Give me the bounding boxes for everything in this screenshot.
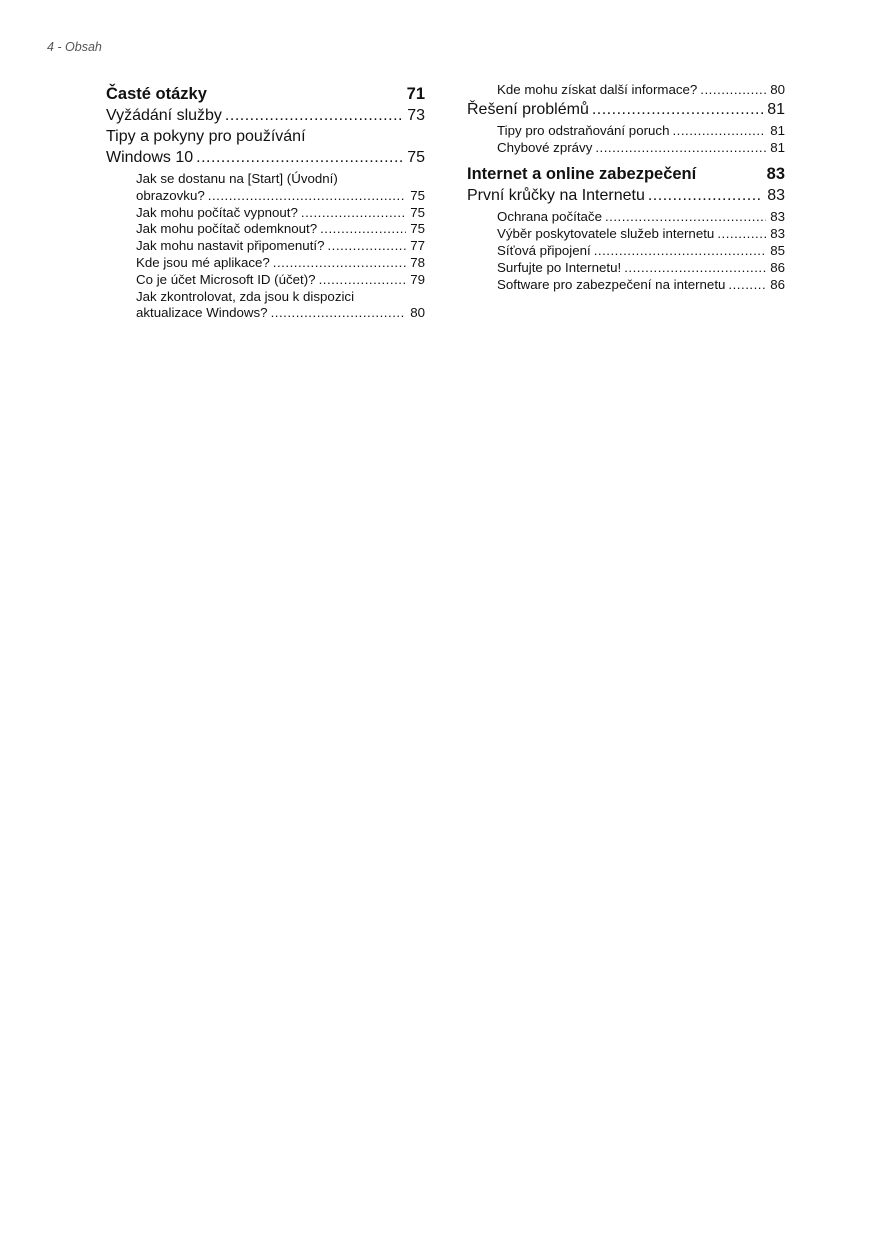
toc-subsection-ochrana-pocitace[interactable]: [467, 209, 785, 226]
toc-entry-title: aktualizace Windows?: [136, 305, 268, 321]
toc-section-line: Tipy a pokyny pro používání: [106, 128, 306, 145]
toc-page-number: 75: [410, 187, 425, 203]
toc-entry-title: Tipy pro odstraňování poruch: [497, 122, 670, 138]
toc-subsection-sitova-pripojeni[interactable]: [467, 243, 785, 260]
toc-subsection-tipy-poruchy[interactable]: [467, 123, 785, 140]
toc-page-number: 80: [770, 82, 785, 97]
toc-chapter-internet[interactable]: [467, 164, 785, 185]
toc-dot-leader: [208, 188, 406, 205]
toc-entry-title: Chybové zprávy: [497, 139, 593, 155]
toc-dot-leader: [594, 243, 767, 260]
toc-dot-leader: [717, 226, 766, 243]
toc-entry-title: Časté otázky: [106, 85, 207, 103]
toc-subsection-software-zabezpeceni[interactable]: [467, 277, 785, 294]
toc-entry-title: Kde jsou mé aplikace?: [136, 254, 270, 270]
toc-entry-title: Jak mohu počítač vypnout?: [136, 204, 298, 220]
toc-column-left: [106, 82, 425, 322]
toc-subsection-vypnout[interactable]: [106, 205, 425, 222]
toc-dot-leader: [196, 147, 403, 168]
toc-subsection-odemknout[interactable]: [106, 221, 425, 238]
toc-page-number: 81: [767, 100, 785, 118]
toc-page-number: 81: [770, 122, 785, 138]
toc-entry-title: Internet a online zabezpečení: [467, 165, 697, 184]
toc-entry-title: Jak mohu nastavit připomenutí?: [136, 238, 325, 254]
toc-page-number: 83: [767, 187, 785, 205]
toc-section-reseni-problemu[interactable]: [467, 99, 785, 120]
toc-dot-leader: [271, 305, 407, 322]
toc-entry-title: Kde mohu získat další informace?: [497, 82, 698, 97]
toc-page-number: 86: [770, 259, 785, 275]
toc-subsection-dalsi-informace[interactable]: [467, 82, 785, 99]
toc-section-prvni-krucky[interactable]: [467, 185, 785, 206]
toc-page-number: 77: [410, 238, 425, 254]
toc-dot-leader: [624, 260, 766, 277]
toc-subsection-start-screen[interactable]: [106, 188, 425, 205]
toc-section-windows-10[interactable]: [106, 147, 425, 168]
toc-chapter-caste-otazky[interactable]: [106, 84, 425, 105]
toc-subsection-surfujte[interactable]: [467, 260, 785, 277]
toc-dot-leader: [320, 221, 406, 238]
toc-entry-title: Vyžádání služby: [106, 107, 222, 124]
toc-entry-title: Ochrana počítače: [497, 209, 602, 225]
toc-page-number: 78: [410, 254, 425, 270]
toc-dot-leader: [728, 277, 766, 294]
toc-page-number: 75: [410, 204, 425, 220]
toc-subsection-poskytovatel[interactable]: [467, 226, 785, 243]
toc-dot-leader: [319, 272, 407, 289]
toc-subsection-pripomenuti[interactable]: [106, 238, 425, 255]
toc-entry-title: První krůčky na Internetu: [467, 187, 645, 205]
toc-page-number: 83: [766, 165, 785, 184]
toc-page-number: 73: [407, 107, 425, 124]
toc-page-number: 85: [770, 242, 785, 258]
toc-entry-title: obrazovku?: [136, 187, 205, 203]
toc-page-number: 71: [406, 85, 425, 103]
toc-page-number: 81: [770, 139, 785, 155]
toc-page-number: 75: [410, 221, 425, 237]
toc-entry-title: Windows 10: [106, 149, 194, 166]
toc-subsection-aktualizace[interactable]: [106, 305, 425, 322]
toc-entry-title: Surfujte po Internetu!: [497, 259, 622, 275]
toc-page-number: 80: [410, 305, 425, 321]
toc-entry-title: Řešení problémů: [467, 100, 589, 118]
toc-entry-title: Software pro zabezpečení na internetu: [497, 276, 726, 292]
toc-subsection-aplikace[interactable]: [106, 255, 425, 272]
toc-dot-leader: [648, 185, 763, 206]
toc-dot-leader: [327, 238, 406, 255]
toc-entry-title: Co je účet Microsoft ID (účet)?: [136, 271, 316, 287]
toc-subsection-line: Jak zkontrolovat, zda jsou k dispozici: [136, 288, 355, 304]
toc-page-number: 83: [770, 226, 785, 242]
toc-page-number: 83: [770, 209, 785, 225]
running-header: 4 - Obsah: [47, 40, 102, 54]
toc-entry-title: Síťová připojení: [497, 242, 591, 258]
toc-page-number: 79: [410, 271, 425, 287]
toc-page-number: 75: [407, 149, 425, 166]
toc-section-vyzadani-sluzby[interactable]: [106, 105, 425, 126]
toc-entry-title: Výběr poskytovatele služeb internetu: [497, 226, 715, 242]
toc-page-number: 86: [770, 276, 785, 292]
toc-dot-leader: [700, 82, 766, 99]
toc-dot-leader: [301, 205, 406, 222]
toc-dot-leader: [273, 255, 406, 272]
toc-dot-leader: [672, 123, 766, 140]
toc-subsection-chybove-zpravy[interactable]: [467, 140, 785, 157]
toc-dot-leader: [592, 99, 763, 120]
toc-dot-leader: [225, 105, 403, 126]
toc-subsection-microsoft-id[interactable]: [106, 272, 425, 289]
toc-dot-leader: [595, 140, 766, 157]
toc-subsection-line: Jak se dostanu na [Start] (Úvodní): [136, 171, 338, 186]
toc-entry-title: Jak mohu počítač odemknout?: [136, 221, 318, 237]
toc-column-right: [467, 82, 785, 293]
toc-dot-leader: [605, 209, 766, 226]
